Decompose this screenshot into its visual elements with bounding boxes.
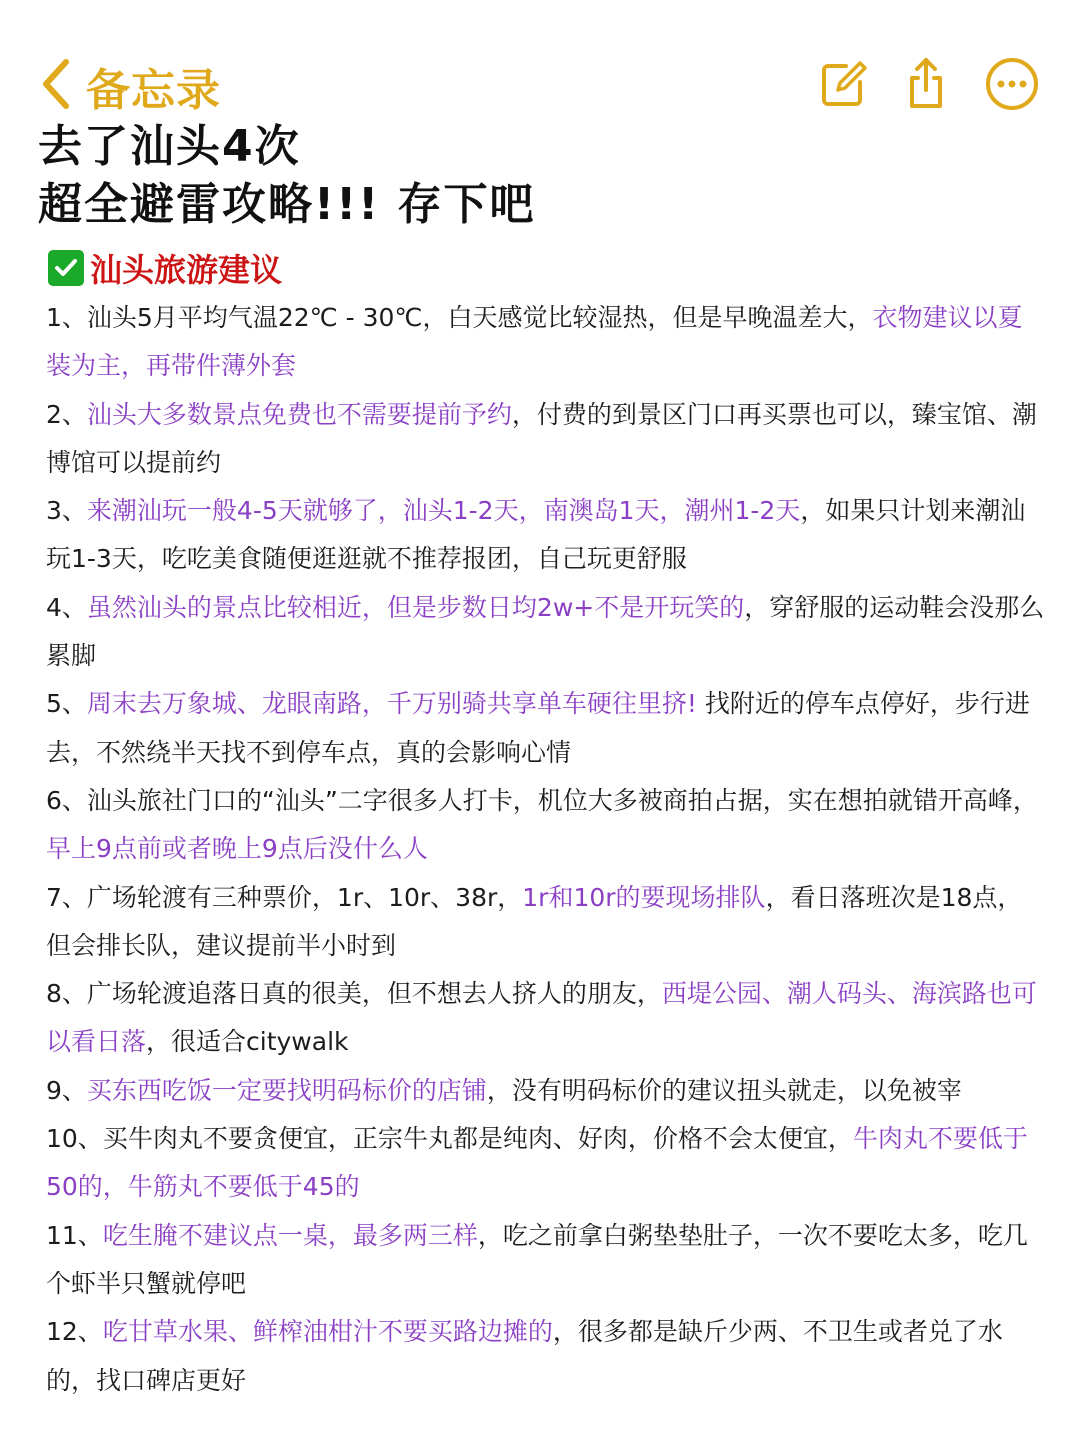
check-mark-icon xyxy=(48,250,84,286)
highlighted-text: 汕头大多数景点免费也不需要提前予约 xyxy=(86,399,512,429)
title-line: 去了汕头4次 xyxy=(38,121,301,172)
share-button[interactable] xyxy=(898,56,954,112)
highlighted-text: 1r和10r的要现场排队 xyxy=(522,882,766,912)
item-text: ，很适合citywalk xyxy=(146,1027,349,1057)
list-item xyxy=(46,584,1046,681)
list-item xyxy=(46,1115,1046,1212)
list-item xyxy=(46,1067,1046,1115)
item-text: ，吃之前拿白粥垫垫肚子，一次不要吃太多，吃几个虾半只蟹就停吧 xyxy=(46,1220,1028,1298)
item-text: 找附近的停车点停好，步行进去，不然绕半天找不到停车点，真的会影响心情 xyxy=(46,689,1030,767)
item-number: 5、 xyxy=(46,689,87,719)
back-button[interactable] xyxy=(38,56,221,116)
section-title: 汕头旅游建议 xyxy=(90,251,283,289)
list-item xyxy=(46,391,1046,488)
item-text: 买牛肉丸不要贪便宜，正宗牛丸都是纯肉、好肉，价格不会太便宜， xyxy=(102,1124,853,1154)
item-text: 汕头旅社门口的“汕头”二字很多人打卡，机位大多被商拍占据，实在想拍就错开高峰， xyxy=(86,785,1038,815)
highlighted-text: 西堤公园、潮人码头、海滨路也可以看日落 xyxy=(46,979,1037,1057)
list-item xyxy=(46,680,1046,777)
list-item xyxy=(46,970,1046,1067)
list-item xyxy=(46,777,1046,874)
highlighted-text: 衣物建议以夏装为主，再带件薄外套 xyxy=(46,303,1023,381)
list-item xyxy=(46,1308,1046,1405)
more-button[interactable] xyxy=(984,56,1040,112)
item-text: ，看日落班次是18点，但会排长队，建议提前半小时到 xyxy=(46,882,1023,960)
item-number: 12、 xyxy=(46,1317,103,1347)
share-icon xyxy=(898,56,954,112)
section-heading xyxy=(48,246,282,290)
highlighted-text: 吃甘草水果、鲜榨油柑汁不要买路边摊的 xyxy=(102,1317,553,1347)
list-item xyxy=(46,874,1046,971)
item-text: ，没有明码标价的建议扭头就走，以免被宰 xyxy=(486,1075,962,1105)
item-number: 4、 xyxy=(46,592,87,622)
item-number: 2、 xyxy=(46,399,87,429)
highlighted-text: 吃生腌不建议点一桌，最多两三样 xyxy=(102,1220,478,1250)
item-text: 广场轮渡追落日真的很美，但不想去人挤人的朋友， xyxy=(86,979,662,1009)
item-text: ，付费的到景区门口再买票也可以，臻宝馆、潮博馆可以提前约 xyxy=(46,399,1037,477)
item-text: 广场轮渡有三种票价，1r、10r、38r， xyxy=(86,882,523,912)
item-number: 1、 xyxy=(46,303,87,332)
compose-button[interactable] xyxy=(816,56,872,112)
item-text: ，穿舒服的运动鞋会没那么累脚 xyxy=(46,592,1045,671)
more-icon xyxy=(984,56,1040,112)
item-number: 6、 xyxy=(46,785,87,815)
item-number: 9、 xyxy=(46,1075,87,1105)
highlighted-text: 牛肉丸不要低于50的，牛筋丸不要低于45的 xyxy=(46,1124,1028,1202)
item-number: 10、 xyxy=(46,1124,103,1154)
chevron-left-icon xyxy=(38,58,72,114)
item-number: 8、 xyxy=(46,979,87,1009)
list-item xyxy=(46,1212,1046,1309)
item-number: 7、 xyxy=(46,882,87,912)
item-number: 11、 xyxy=(46,1220,103,1250)
highlighted-text: 早上9点前或者晚上9点后没什么人 xyxy=(46,834,428,864)
item-text: ，很多都是缺斤少两、不卫生或者兑了水的，找口碑店更好 xyxy=(46,1317,1003,1395)
item-number: 3、 xyxy=(46,496,87,526)
note-title xyxy=(38,118,1038,234)
note-body xyxy=(46,294,1046,1405)
compose-icon xyxy=(816,56,872,112)
item-text: 汕头5月平均气温22℃ - 30℃，白天感觉比较湿热，但是早晚温差大， xyxy=(86,303,873,332)
list-item xyxy=(46,294,1046,391)
highlighted-text: 周末去万象城、龙眼南路，千万别骑共享单车硬往里挤! xyxy=(86,689,697,719)
item-text: ，如果只计划来潮汕玩1-3天，吃吃美食随便逛逛就不推荐报团，自己玩更舒服 xyxy=(46,496,1026,574)
top-toolbar xyxy=(0,40,1080,130)
highlighted-text: 虽然汕头的景点比较相近，但是步数日均2w+不是开玩笑的 xyxy=(86,592,745,622)
back-label: 备忘录 xyxy=(86,65,221,116)
highlighted-text: 来潮汕玩一般4-5天就够了，汕头1-2天，南澳岛1天，潮州1-2天 xyxy=(86,496,801,526)
list-item xyxy=(46,487,1046,584)
title-line: 超全避雷攻略!!! 存下吧 xyxy=(38,179,536,230)
highlighted-text: 买东西吃饭一定要找明码标价的店铺 xyxy=(86,1075,487,1105)
